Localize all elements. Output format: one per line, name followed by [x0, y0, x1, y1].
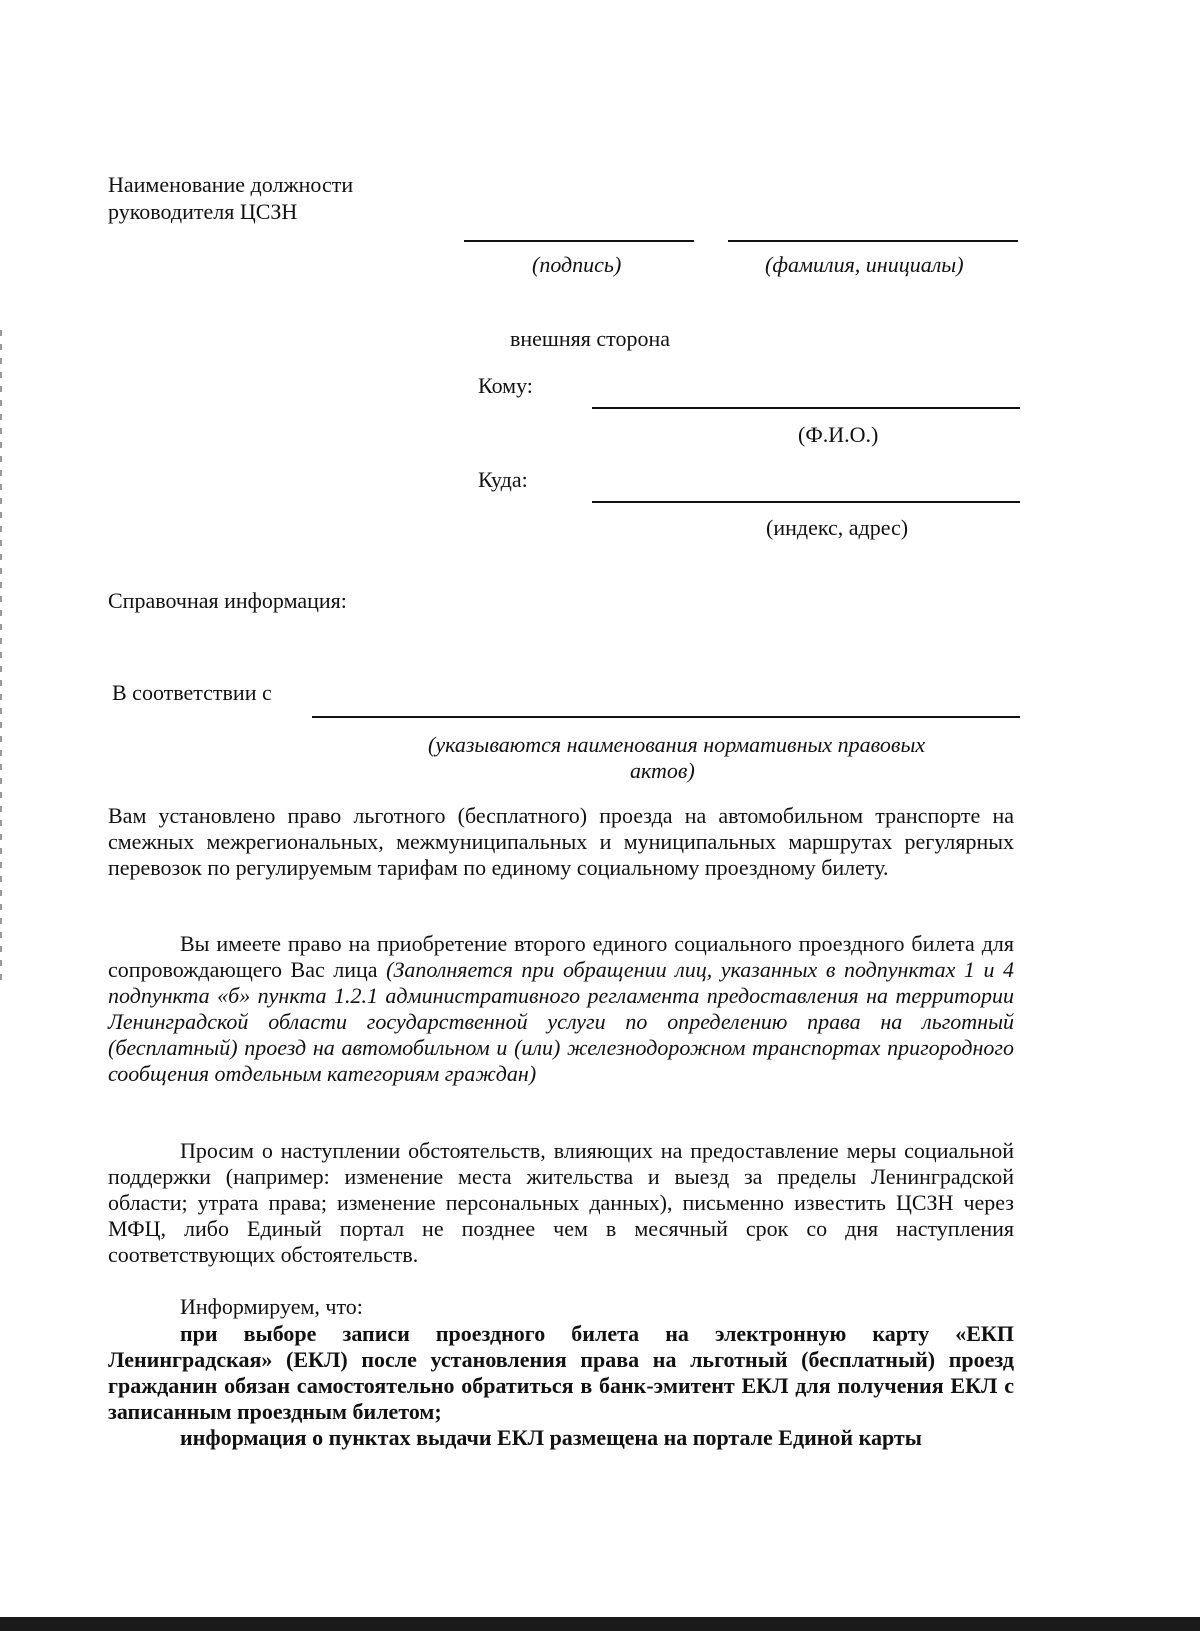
- paragraph-ekl-points: информация о пунктах выдачи ЕКЛ размещена на портале Единой карты: [180, 1425, 922, 1450]
- paragraph-second-ticket-note: (Заполняется при обращении лиц, указанных в подпунктах 1 и 4 подпункта «б» пункта 1.2.1 административного регламента предоставления на территории Ленинградской области государственной услуги по определению права на льготный (бесплатный) проезд на автомобильном и (или) железнодорожном транспортах пригородного сообщения отдельным категориям граждан): [108, 957, 1015, 1086]
- position-title-line1: Наименование должности: [108, 172, 354, 197]
- to-caption: (Ф.И.О.): [798, 422, 879, 447]
- basis-label: В соответствии с: [112, 680, 272, 705]
- paragraph-second-ticket: [108, 931, 1014, 1087]
- scan-bottom-edge: [0, 1617, 1200, 1631]
- to-line: [592, 407, 1020, 409]
- position-title-line2: руководителя ЦСЗН: [108, 199, 298, 224]
- to-label: Кому:: [478, 373, 533, 398]
- paragraph-notify-request: Просим о наступлении обстоятельств, влияющих на предоставление меры социальной поддержки (например: изменение места жительства и выезд за пределы Ленинградской области; утрата права; изменение персональных данных), письменно известить ЦСЗН через МФЦ, либо Единый портал не позднее чем в месячный срок со дня наступления соответствующих обстоятельств.: [108, 1138, 1014, 1267]
- where-line: [592, 501, 1020, 503]
- where-label: Куда:: [478, 467, 528, 492]
- name-line: [728, 240, 1018, 242]
- where-caption: (индекс, адрес): [766, 515, 909, 540]
- basis-caption-line2: актов): [630, 758, 695, 783]
- reference-label: Справочная информация:: [108, 588, 347, 613]
- scan-edge-artifact: [0, 330, 2, 980]
- basis-caption-line1: (указываются наименования нормативных правовых: [428, 732, 926, 757]
- inform-label: Информируем, что:: [180, 1294, 363, 1319]
- signature-caption: (подпись): [532, 252, 622, 277]
- name-caption: (фамилия, инициалы): [765, 252, 964, 277]
- signature-line: [464, 240, 694, 242]
- basis-line: [312, 716, 1020, 718]
- paragraph-second-ticket-text: Вы имеете право на приобретение второго единого социального проездного билета для сопровождающего Вас лица: [108, 931, 1014, 982]
- envelope-side-label: внешняя сторона: [510, 326, 671, 351]
- paragraph-ekl-record: при выборе записи проездного билета на электронную карту «ЕКП Ленинградская» (ЕКЛ) после установления права на льготный (бесплатный) проезд гражданин обязан самостоятельно обратиться в банк-эмитент ЕКЛ для получения ЕКЛ с записанным проездным билетом;: [108, 1321, 1014, 1424]
- paragraph-right-established: Вам установлено право льготного (бесплатного) проезда на автомобильном транспорте на смежных межрегиональных, межмуниципальных и муниципальных маршрутах регулярных перевозок по регулируемым тарифам по единому социальному проездному билету.: [108, 803, 1014, 880]
